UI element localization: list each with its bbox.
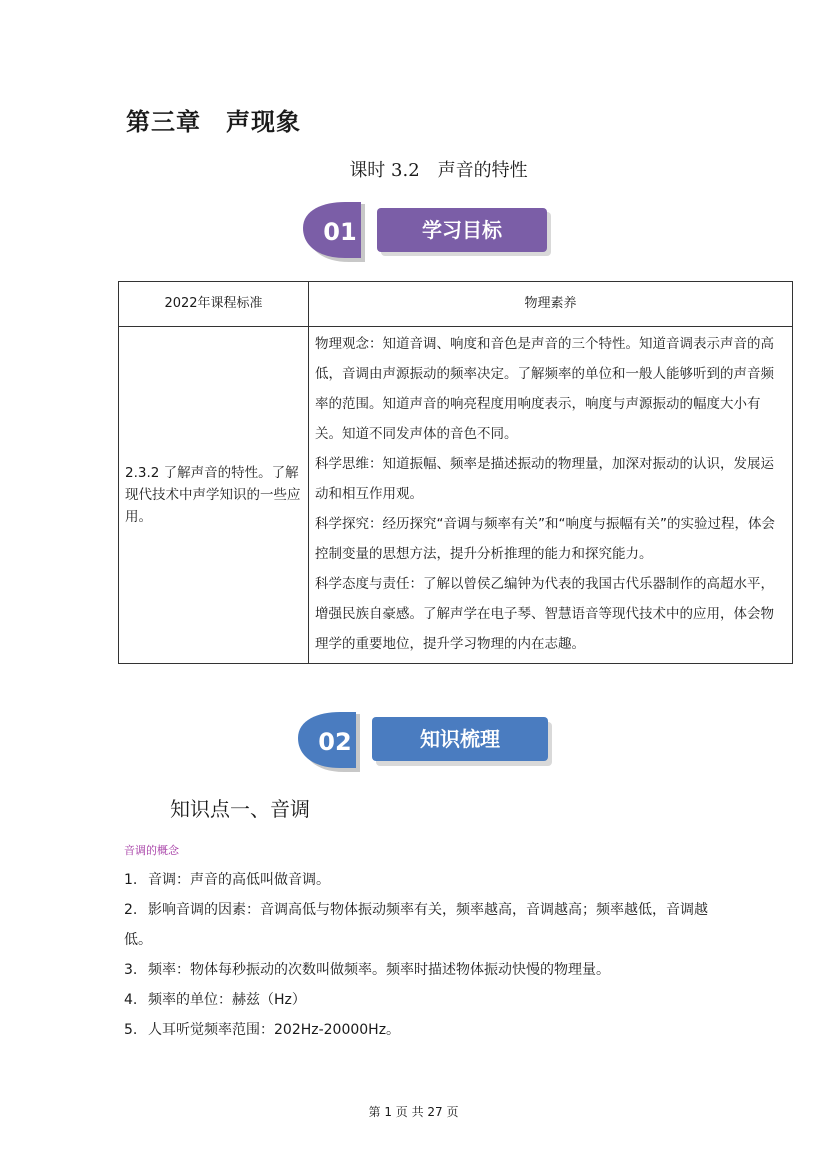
table-cell-literacy — [309, 327, 793, 664]
chapter-title: 第三章 声现象 — [126, 107, 301, 136]
lesson-title: 课时 3.2 声音的特性 — [349, 160, 528, 181]
page-footer: 第 1 页 共 27 页 — [368, 1105, 459, 1119]
table-row — [119, 327, 793, 664]
table-header-literacy: 物理素养 — [309, 282, 793, 327]
list-item: 3. 频率：物体每秒振动的次数叫做频率。频率时描述物体振动快慢的物理量。 — [124, 962, 610, 978]
objectives-banner-label: 学习目标 — [422, 218, 502, 242]
knowledge-banner-label: 知识梳理 — [420, 727, 500, 751]
section-subtitle: 音调的概念 — [124, 844, 179, 857]
literacy-thinking: 科学思维：知道振幅、频率是描述振动的物理量，加深对振动的认识，发展运动和相互作用观。 — [315, 456, 774, 502]
knowledge-list — [124, 865, 724, 1045]
literacy-concept: 物理观念：知道音调、响度和音色是声音的三个特性。知道音调表示声音的高低，音调由声源振动的频率决定。了解频率的单位和一般人能够听到的声音频率的范围。知道声音的响亮程度用响度表示，响度与声源振动的幅度大小有关。知道不同发声体的音色不同。 — [315, 336, 774, 442]
table-cell-standard: 2.3.2 了解声音的特性。了解现代技术中声学知识的一些应用。 — [119, 327, 309, 664]
section-title: 知识点一、音调 — [170, 797, 310, 821]
objectives-banner-number: 01 — [323, 218, 357, 246]
literacy-attitude: 科学态度与责任：了解以曾侯乙编钟为代表的我国古代乐器制作的高超水平，增强民族自豪感。了解声学在电子琴、智慧语音等现代技术中的应用，体会物理学的重要地位，提升学习物理的内在志趣。 — [315, 576, 774, 652]
list-item: 5. 人耳听觉频率范围：202Hz-20000Hz。 — [124, 1022, 401, 1038]
list-item: 1. 音调：声音的高低叫做音调。 — [124, 872, 330, 888]
knowledge-banner-number: 02 — [318, 728, 352, 756]
table-header-row — [119, 282, 793, 327]
knowledge-banner — [294, 706, 554, 776]
list-item: 2. 影响音调的因素：音调高低与物体振动频率有关，频率越高，音调越高；频率越低，音调越低。 — [124, 902, 708, 948]
literacy-inquiry: 科学探究：经历探究“音调与频率有关”和“响度与振幅有关”的实验过程，体会控制变量的思想方法，提升分析推理的能力和探究能力。 — [315, 516, 775, 562]
table-header-standard: 2022年课程标准 — [119, 282, 309, 327]
objectives-banner — [299, 200, 559, 270]
list-item: 4. 频率的单位：赫兹（Hz） — [124, 992, 306, 1008]
curriculum-table — [118, 281, 793, 664]
